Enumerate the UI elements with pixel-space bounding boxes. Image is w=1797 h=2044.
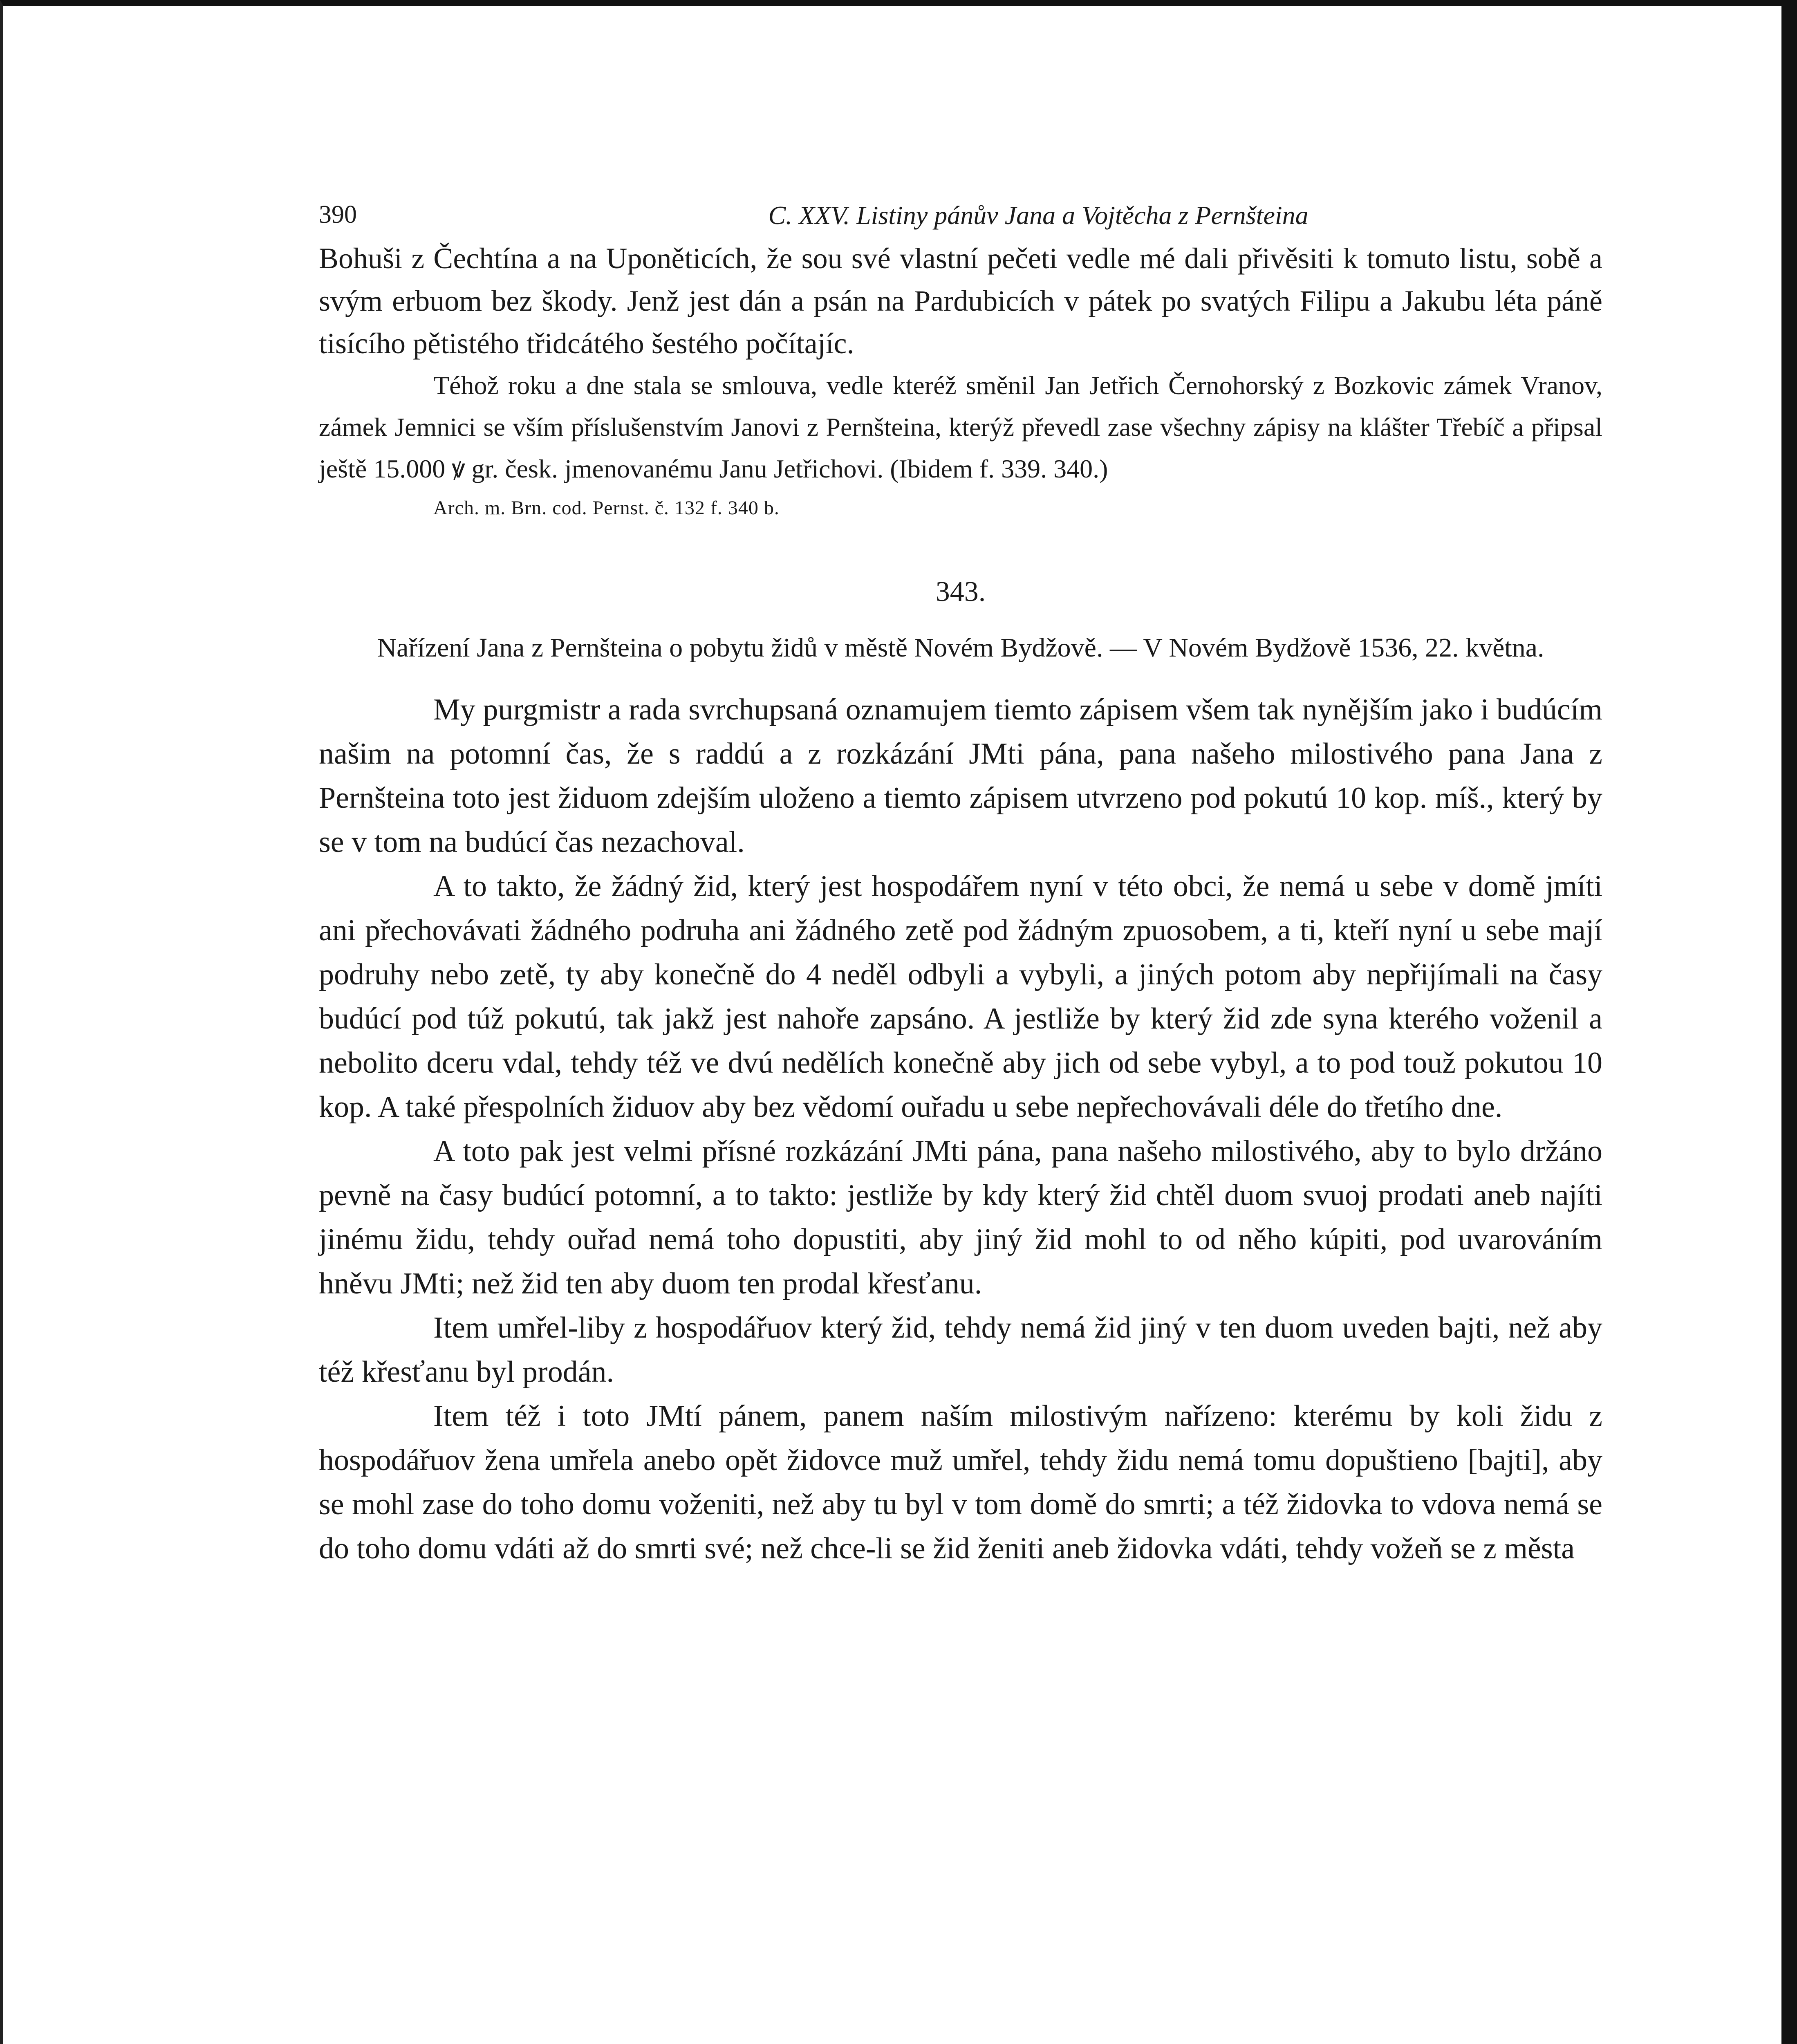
opening-paragraph: Bohuši z Čechtína a na Uponěticích, že sou své vlastní pečeti vedle mé dali přivěsiti k tomuto listu, sobě a svým erbuom bez škody. Jenž jest dán a psán na Pardubicích v pátek po svatých Filipu a Jakubu léta páně tisícího pětistého třidcátého šestého počítajíc. [319,242,1602,360]
document-page [319,192,1602,1571]
body-paragraph: Item umřel-liby z hospodářuov který žid, tehdy nemá žid jiný v ten duom uveden bajti, než aby též křesťanu byl prodán. [319,1311,1602,1389]
body-paragraph: A to takto, že žádný žid, který jest hospodářem nyní v této obci, že nemá u sebe v domě jmíti ani přechovávati žádného podruha ani žádného zetě pod žádným zpuosobem, a ti, kteří nyní u sebe mají podruhy nebo zetě, ty aby konečně do 4 neděl odbyli a vybyli, a jiných potom aby nepřijímali na časy budúcí pod túž pokutú, tak jakž jest nahoře zapsáno. A jestliže by který žid zde syna kterého voženil a nebolito dceru vdal, tehdy též ve dvú nedělích konečně aby jich od sebe vybyl, a to pod touž pokutou 10 kop. A také přespolních židuov aby bez vědomí ouřadu u sebe nepřechovávali déle do třetího dne. [319,870,1602,1124]
body-paragraph: A toto pak jest velmi přísné rozkázání JMti pána, pana našeho milostivého, aby to bylo držáno pevně na časy budúcí potomní, a to takto: jestliže by kdy který žid chtěl duom svuoj prodati aneb najíti jinému židu, tehdy ouřad nemá toho dopustiti, aby jiný žid mohl to od něho kúpiti, pod uvarováním hněvu JMti; než žid ten aby duom ten prodal křesťanu. [319,1134,1602,1300]
editorial-note: Téhož roku a dne stala se smlouva, vedle kteréž směnil Jan Jetřich Černohorský z Bozkovic zámek Vranov, zámek Jemnici se vším příslušenstvím Janovi z Pernšteina, kterýž převedl zase všechny zápisy na klášter Třebíč a připsal ještě 15.000 ꝟ gr. česk. jmenovanému Janu Jetřichovi. (Ibidem f. 339. 340.) [319,371,1602,483]
page-header [319,192,1602,237]
page-number: 390 [319,201,357,229]
opening-text [319,237,1602,365]
document-body [319,688,1602,1571]
running-title: C. XXV. Listiny pánův Jana a Vojtěcha z Pernšteina [768,201,1309,230]
document-title: Nařízení Jana z Pernšteina o pobytu židů v městě Novém Bydžově. — V Novém Bydžově 1536, 22. května. [377,633,1544,663]
document-number: 343. [935,576,986,607]
body-paragraph: Item též i toto JMtí pánem, panem naším milostivým nařízeno: kterému by koli židu z hospodářuov žena umřela anebo opět židovce muž umřel, tehdy židu nemá tomu dopuštieno [bajti], aby se mohl zase do toho domu voženiti, než aby tu byl v tom domě do smrti; a též židovka to vdova nemá se do toho domu vdáti až do smrti své; než chce-li se žid ženiti aneb židovka vdáti, tehdy vožeň se z města [319,1399,1602,1565]
archival-source: Arch. m. Brn. cod. Pernst. č. 132 f. 340 b. [433,497,780,519]
body-paragraph: My purgmistr a rada svrchupsaná oznamujem tiemto zápisem všem tak nynějším jako i budúcím našim na potomní čas, že s raddú a z rozkázání JMti pána, pana našeho milostivého pana Jana z Pernšteina toto jest židuom zdejším uloženo a tiemto zápisem utvrzeno pod pokutú 10 kop. míš., který by se v tom na budúcí čas nezachoval. [319,693,1602,859]
